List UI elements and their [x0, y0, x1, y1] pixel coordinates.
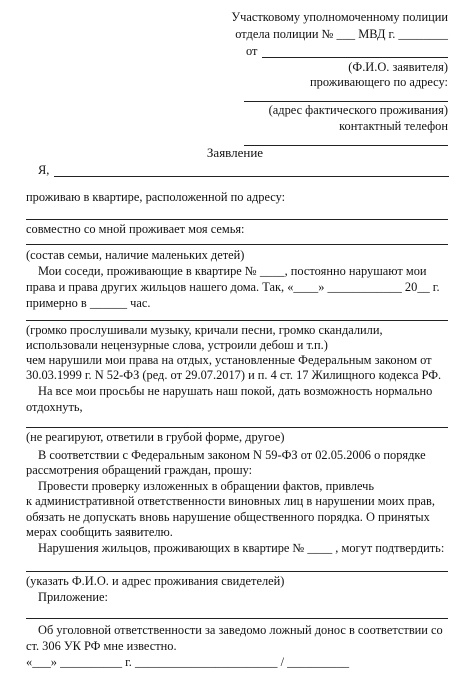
address-line [244, 101, 448, 102]
body-live: проживаю в квартире, расположенной по адресу: [26, 190, 286, 204]
body-noise-2: использовали нецензурные слова, устроили дебош и т.п.) [26, 338, 328, 352]
header-address-hint: (адрес фактического проживания) [268, 103, 448, 117]
reaction-line [26, 427, 448, 428]
body-family-hint: (состав семьи, наличие маленьких детей) [26, 248, 245, 262]
body-noise-1: (громко прослушивали музыку, кричали песни, громко скандалили, [26, 323, 383, 337]
family-line [26, 244, 448, 245]
header-addressee: Участковому уполномоченному полиции [231, 10, 448, 24]
body-witness-hint: (указать Ф.И.О. и адрес проживания свидетелей) [26, 574, 285, 588]
body-ask-3: обязать не допускать вновь нарушение общественного порядка. О принятых [26, 510, 430, 524]
applicant-line [54, 176, 449, 177]
body-neighbors-1: Мои соседи, проживающие в квартире № ____, постоянно нарушают мои [38, 264, 427, 278]
header-from-label: от [246, 44, 258, 58]
body-attach: Приложение: [38, 590, 108, 604]
body-liability-1: Об уголовной ответственности за заведомо ложный донос в соответствии со [38, 623, 443, 637]
body-i: Я, [38, 163, 50, 177]
body-neighbors-2: права и права других жильцов нашего дома. Так, «____» ____________ 20__ г. [26, 280, 440, 294]
noise-line [26, 320, 448, 321]
fio-line [262, 57, 448, 58]
body-request-1: На все мои просьбы не нарушать наш покой, дать возможность нормально [38, 384, 433, 398]
body-law-2: 30.03.1999 г. N 52-ФЗ (ред. от 29.07.2017) и п. 4 ст. 17 Жилищного кодекса РФ. [26, 368, 442, 382]
date-signature-line: «___» __________ г. _______________________ / __________ [26, 655, 350, 669]
body-ask-4: мерах сообщить заявителю. [26, 525, 173, 539]
body-request-2: отдохнуть, [26, 400, 83, 414]
body-family: совместно со мной проживает моя семья: [26, 222, 245, 236]
live-address-line [26, 219, 448, 220]
header-phone: контактный телефон [339, 119, 448, 133]
body-fz-2: рассмотрения обращений граждан, прошу: [26, 463, 253, 477]
body-law-1: чем нарушили мои права на отдых, установленные Федеральным законом от [26, 353, 432, 367]
document-title: Заявление [206, 145, 264, 160]
body-liability-2: ст. 306 УК РФ мне известно. [26, 639, 177, 653]
body-witness: Нарушения жильцов, проживающих в квартире № ____ , могут подтвердить: [38, 541, 445, 555]
body-ask-1: Провести проверку изложенных в обращении фактов, привлечь [38, 479, 375, 493]
header-department: отдела полиции № ___ МВД г. ________ [235, 27, 448, 41]
header-residing: проживающего по адресу: [310, 75, 448, 89]
header-fio-hint: (Ф.И.О. заявителя) [348, 60, 448, 74]
body-fz-1: В соответствии с Федеральным законом N 59-ФЗ от 02.05.2006 о порядке [38, 448, 426, 462]
body-neighbors-3: примерно в ______ час. [26, 296, 151, 310]
body-ask-2: к административной ответственности виновных лиц в нарушении моих прав, [26, 494, 435, 508]
witness-line [26, 571, 448, 572]
attachment-line [26, 618, 448, 619]
body-react-hint: (не реагируют, ответили в грубой форме, другое) [26, 430, 285, 444]
